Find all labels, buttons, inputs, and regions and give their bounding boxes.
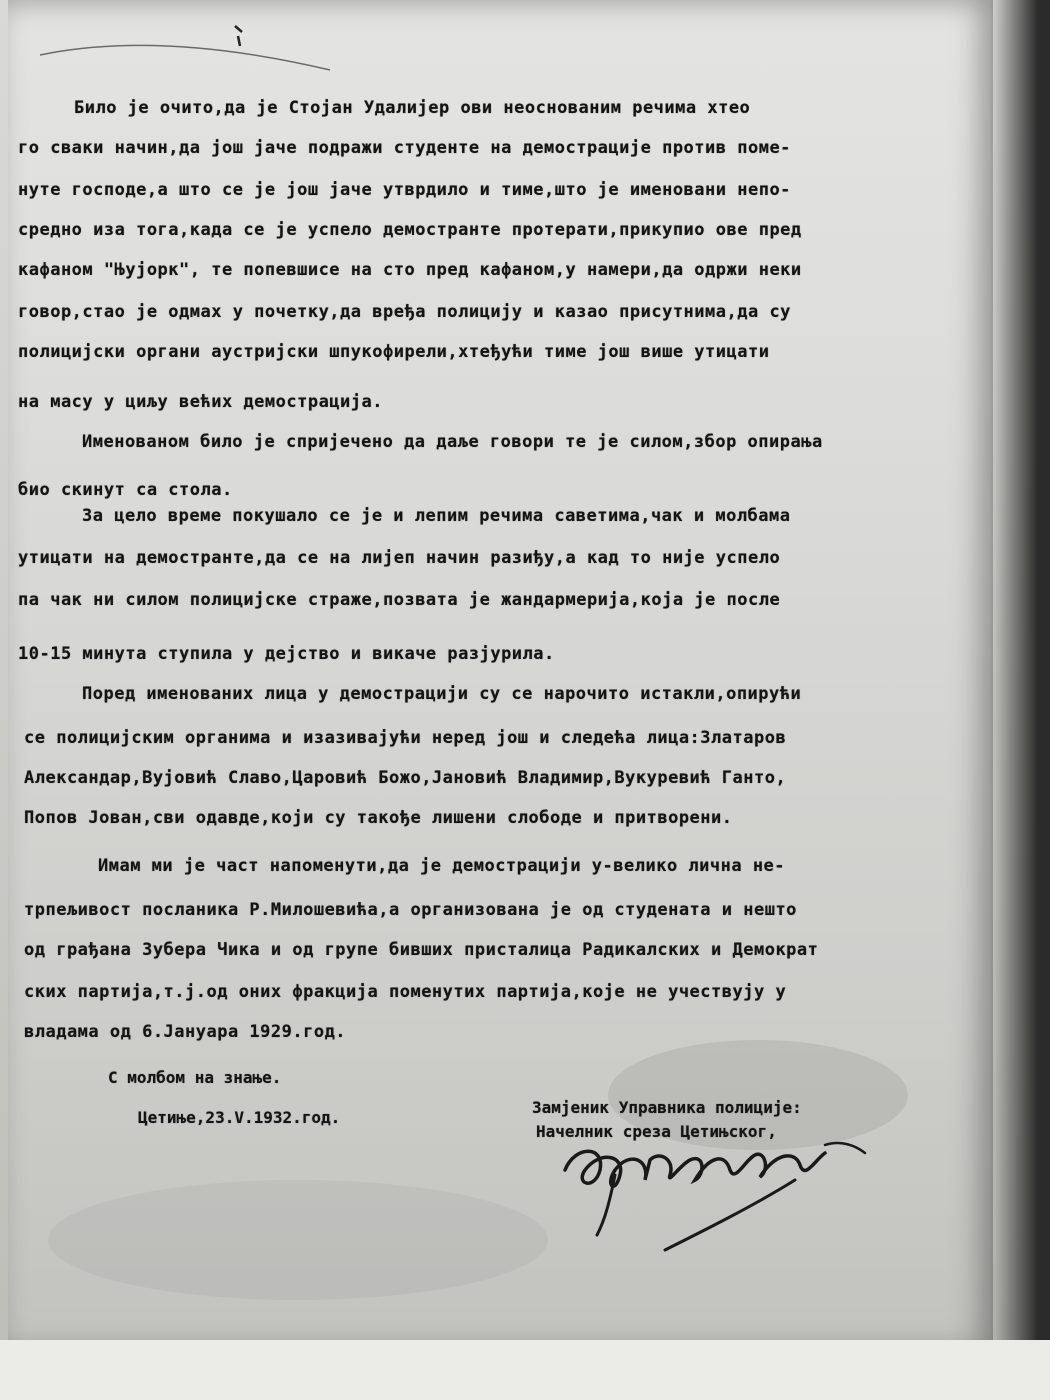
body-line: био скинут са стола. [18, 480, 233, 500]
body-line: Именованом било је спријечено да даље говори те је силом,збор опирања [82, 432, 823, 452]
body-line: нуте господе,а што се је још јаче утврдило и тиме,што је именовани непо- [18, 180, 791, 200]
body-line: па чак ни силом полицијске страже,позвата је жандармерија,која је после [18, 590, 781, 610]
body-line: средно иза тога,када се је успело демостранте протерати,прикупио ове пред [18, 220, 802, 240]
body-line: Попов Јован,сви одавде,који су такође лишени слободе и притворени. [24, 808, 733, 828]
body-line: се полицијским органима и изазивајући неред још и следећа лица:Златаров [24, 728, 787, 748]
photo-dark-edge [990, 0, 1050, 1400]
ink-mark [232, 22, 246, 48]
body-line: полицијски органи аустријски шпукофирели,хтеђући тиме још више утицати [18, 342, 770, 362]
handwritten-signature [555, 1125, 875, 1265]
body-line: За цело време покушало се је и лепим речима саветима,чак и молбама [82, 506, 791, 526]
body-line: Александар,Вујовић Славо,Царовић Божо,Јановић Владимир,Вукуревић Ганто, [24, 768, 787, 788]
body-line: кафаном "Њујорк", те попевшисе на сто пред кафаном,у намери,да одржи неки [18, 260, 802, 280]
body-line: од грађана Зубера Чика и од групе бивших присталица Радикалских и Демократ [24, 940, 819, 960]
signature-title-1: Замјеник Управника полиције: [532, 1098, 802, 1117]
body-line: владама од 6.Јануара 1929.год. [24, 1022, 347, 1042]
body-line: говор,стао је одмах у почетку,да вређа полицију и казао присутнима,да су [18, 302, 791, 322]
body-line: ских партија,т.ј.од оних фракција поменутих партија,које не учествују у [24, 982, 787, 1002]
body-line: Било је очито,да је Стојан Удалијер ови неоснованим речима хтео [74, 98, 751, 118]
body-line: на масу у циљу већих демострација. [18, 392, 383, 412]
signature-title-2: Начелник среза Цетињског, [536, 1122, 777, 1141]
closing-regards: С молбом на знање. [108, 1068, 282, 1087]
paper-stain [48, 1180, 548, 1300]
body-line: утицати на демостранте,да се на лијеп начин разиђу,а кад то није успело [18, 548, 781, 568]
body-line: го сваки начин,да још јаче подражи студенте на демострације против поме- [18, 138, 791, 158]
body-line: 10-15 минута ступила у дејство и викаче разјурила. [18, 644, 555, 664]
body-line: Имам ми је част напоменути,да је демострацији у-велико лична не- [98, 856, 786, 876]
body-line: Поред именованих лица у демострацији су се нарочито истакли,опирући [82, 684, 802, 704]
pencil-mark [40, 30, 340, 90]
place-date: Цетиње,23.V.1932.год. [138, 1108, 341, 1127]
body-line: трпељивост посланика Р.Милошевића,а организована је од студената и нешто [24, 900, 797, 920]
photo-bottom-band [0, 1340, 1050, 1400]
